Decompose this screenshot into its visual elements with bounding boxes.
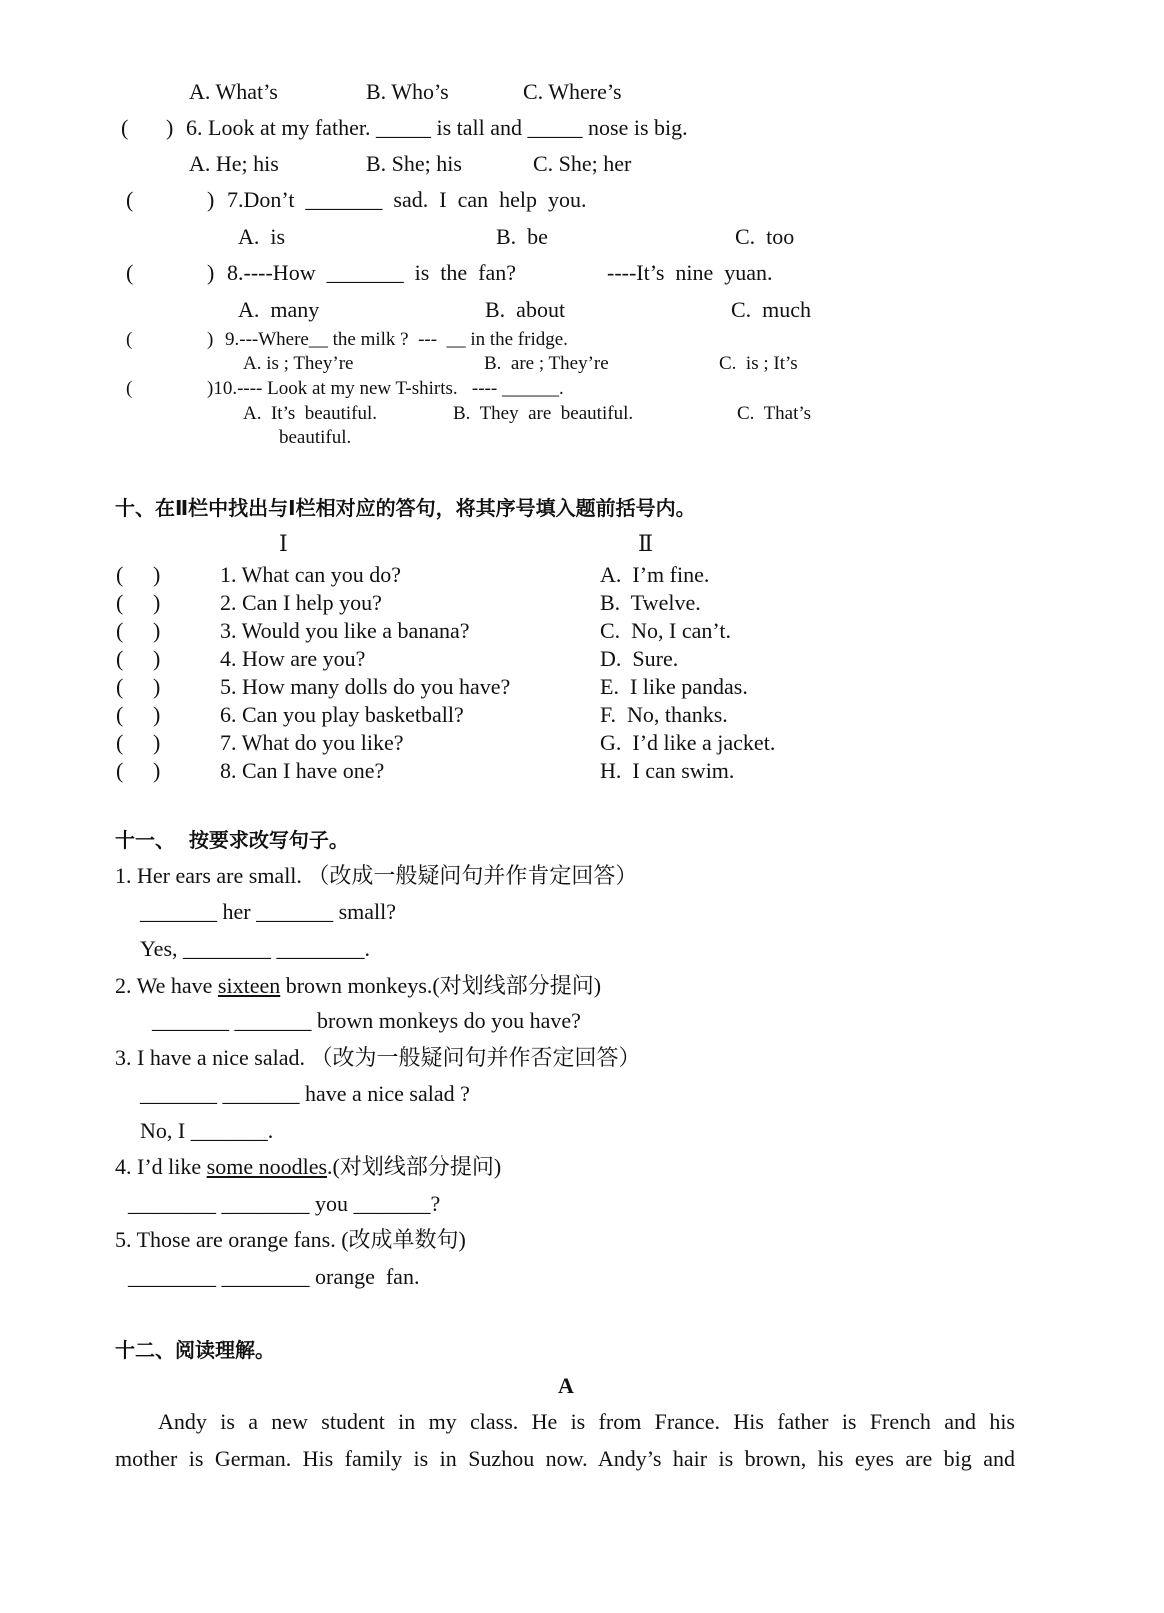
match-answer: H. I can swim. (600, 758, 735, 783)
match-answer: B. Twelve. (600, 590, 701, 615)
answer-paren-close: ) (207, 187, 215, 212)
rewrite-2-line-a: _______ _______ brown monkeys do you have? (152, 1008, 581, 1033)
match-answer: G. I’d like a jacket. (600, 730, 776, 755)
question-8: 8.----How _______ is the fan? (227, 260, 516, 285)
question-10: )10.---- Look at my new T-shirts. ---- ______. (207, 378, 564, 399)
answer-paren-close: ) (153, 562, 161, 587)
answer-paren-open: ( (116, 562, 124, 587)
question-6: 6. Look at my father. _____ is tall and _____ nose is big. (186, 115, 688, 140)
answer-paren-open: ( (116, 758, 124, 783)
passage-line-2: mother is German. His family is in Suzhou now. Andy’s hair is brown, his eyes are big and (115, 1446, 1015, 1471)
q6-option-b: B. She; his (366, 151, 462, 176)
answer-paren-open: ( (121, 115, 129, 140)
match-answer: A. I’m fine. (600, 562, 710, 587)
rewrite-2-pre: 2. We have (115, 973, 218, 998)
q5-option-b: B. Who’s (366, 79, 449, 104)
answer-paren-open: ( (116, 618, 124, 643)
section-10-title: 十、在Ⅱ栏中找出与Ⅰ栏相对应的答句，将其序号填入题前括号内。 (115, 496, 696, 520)
q8-option-b: B. about (485, 297, 566, 322)
column-1-header: Ⅰ (279, 531, 288, 556)
answer-paren-close: ) (153, 646, 161, 671)
match-answer: D. Sure. (600, 646, 679, 671)
match-answer: F. No, thanks. (600, 702, 728, 727)
q8-option-a: A. many (238, 297, 320, 322)
rewrite-1-line-a: _______ her _______ small? (140, 899, 397, 924)
q9-option-a: A. is ; They’re (243, 353, 354, 374)
answer-paren-open: ( (126, 378, 133, 399)
match-question: 2. Can I help you? (220, 590, 382, 615)
answer-paren-close: ) (153, 618, 161, 643)
answer-paren-close: ) (153, 758, 161, 783)
q5-option-c: C. Where’s (523, 79, 622, 104)
rewrite-2-post: brown monkeys.(对划线部分提问) (280, 973, 602, 998)
q10-option-a: A. It’s beautiful. (243, 403, 378, 424)
answer-paren-open: ( (116, 646, 124, 671)
answer-paren-open: ( (116, 674, 124, 699)
answer-paren-close: ) (153, 702, 161, 727)
rewrite-3-line-b: No, I _______. (140, 1118, 274, 1143)
match-answer: E. I like pandas. (600, 674, 748, 699)
answer-paren-close: ) (207, 260, 215, 285)
rewrite-1-line-b: Yes, ________ ________. (140, 936, 371, 961)
match-question: 5. How many dolls do you have? (220, 674, 511, 699)
rewrite-4-post: .(对划线部分提问) (327, 1154, 502, 1179)
section-11-title: 十一、 按要求改写句子。 (115, 828, 349, 852)
rewrite-5: 5. Those are orange fans. (改成单数句) (115, 1227, 466, 1252)
rewrite-2-underlined: sixteen (217, 973, 281, 998)
question-9: 9.---Where__ the milk ? --- __ in the fridge. (225, 329, 568, 350)
rewrite-2 (115, 973, 601, 999)
answer-paren-open: ( (126, 260, 134, 285)
rewrite-4-underlined: some noodles (206, 1154, 328, 1179)
q10-option-c-wrap: beautiful. (279, 427, 352, 448)
q5-option-a: A. What’s (189, 79, 278, 104)
answer-paren-close: ) (166, 115, 174, 140)
answer-paren-close: ) (207, 329, 214, 350)
answer-paren-open: ( (116, 730, 124, 755)
q7-option-c: C. too (735, 224, 795, 249)
rewrite-1: 1. Her ears are small. （改成一般疑问句并作肯定回答） (115, 863, 638, 888)
answer-paren-open: ( (126, 187, 134, 212)
column-2-header: Ⅱ (638, 531, 653, 556)
match-question: 1. What can you do? (220, 562, 402, 587)
q7-option-b: B. be (496, 224, 548, 249)
q10-option-b: B. They are beautiful. (453, 403, 634, 424)
match-answer: C. No, I can’t. (600, 618, 731, 643)
q10-option-c: C. That’s (737, 403, 812, 424)
question-8-reply: ----It’s nine yuan. (607, 260, 773, 285)
passage-label: A (558, 1373, 574, 1398)
q6-option-c: C. She; her (533, 151, 632, 176)
answer-paren-open: ( (126, 329, 133, 350)
rewrite-5-line-a: ________ ________ orange fan. (128, 1264, 420, 1289)
rewrite-3-line-a: _______ _______ have a nice salad ? (140, 1081, 470, 1106)
match-question: 7. What do you like? (220, 730, 404, 755)
q9-option-c: C. is ; It’s (719, 353, 798, 374)
rewrite-3: 3. I have a nice salad. （改为一般疑问句并作否定回答） (115, 1045, 641, 1070)
question-7: 7.Don’t _______ sad. I can help you. (227, 187, 587, 212)
rewrite-4-line-a: ________ ________ you _______? (128, 1191, 441, 1216)
match-question: 3. Would you like a banana? (220, 618, 470, 643)
q8-option-c: C. much (731, 297, 812, 322)
answer-paren-close: ) (153, 590, 161, 615)
answer-paren-open: ( (116, 590, 124, 615)
match-question: 4. How are you? (220, 646, 366, 671)
match-question: 8. Can I have one? (220, 758, 385, 783)
rewrite-4-pre: 4. I’d like (115, 1154, 207, 1179)
passage-line-1: Andy is a new student in my class. He is from France. His father is French and his (158, 1409, 1015, 1434)
answer-paren-open: ( (116, 702, 124, 727)
section-12-title: 十二、阅读理解。 (115, 1338, 275, 1362)
q6-option-a: A. He; his (189, 151, 279, 176)
answer-paren-close: ) (153, 730, 161, 755)
rewrite-4 (115, 1154, 501, 1180)
q9-option-b: B. are ; They’re (484, 353, 609, 374)
match-question: 6. Can you play basketball? (220, 702, 464, 727)
q7-option-a: A. is (238, 224, 286, 249)
answer-paren-close: ) (153, 674, 161, 699)
